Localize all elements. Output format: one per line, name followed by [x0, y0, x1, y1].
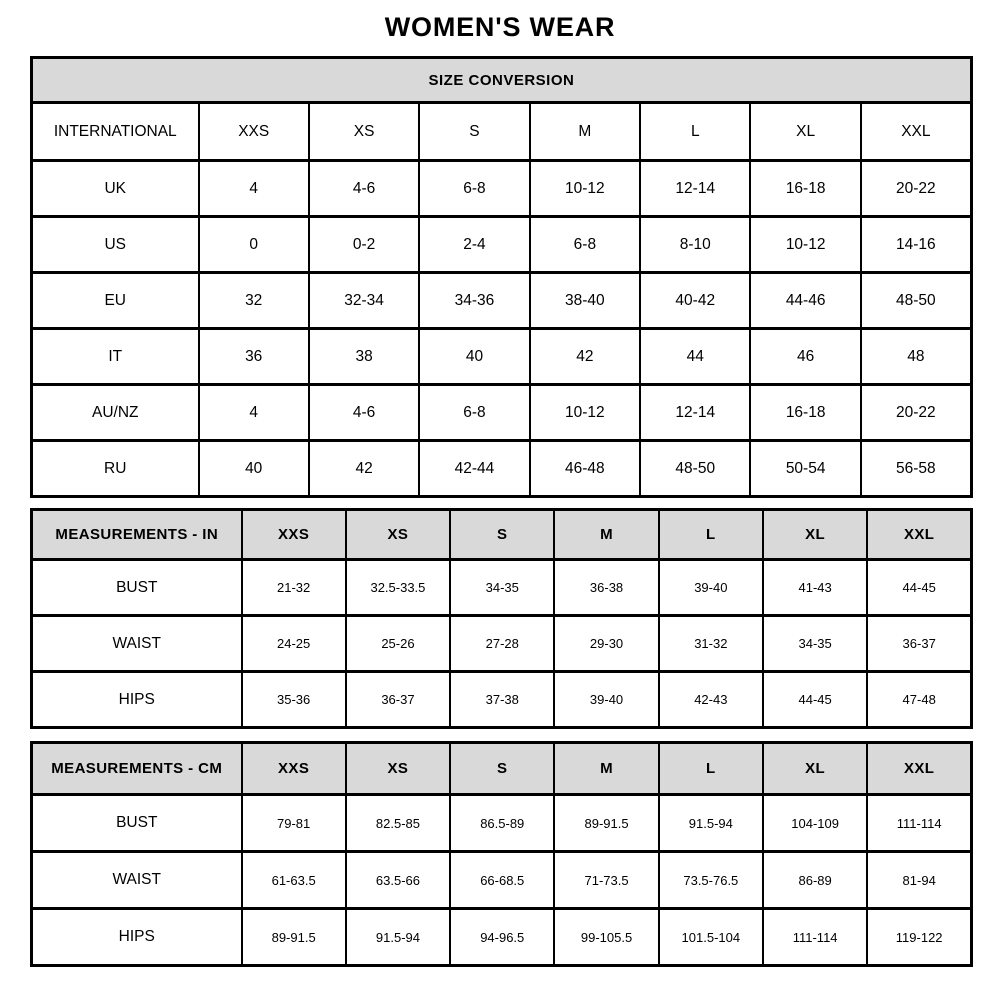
- column-header-s: S: [419, 103, 529, 161]
- table-cell: 82.5-85: [346, 795, 450, 852]
- size-header-xs: XS: [346, 743, 450, 795]
- row-label-waist: WAIST: [32, 852, 242, 909]
- size-header-xxs: XXS: [242, 743, 346, 795]
- size-conversion-header: SIZE CONVERSION: [32, 58, 972, 103]
- table-cell: 12-14: [640, 161, 750, 217]
- table-row: [32, 672, 972, 728]
- table-row: [32, 103, 972, 161]
- table-cell: 48: [861, 329, 972, 385]
- size-header-xs: XS: [346, 510, 450, 560]
- column-header-xxs: XXS: [199, 103, 309, 161]
- column-header-l: L: [640, 103, 750, 161]
- table-cell: 14-16: [861, 217, 972, 273]
- table-cell: 81-94: [867, 852, 971, 909]
- table-cell: 42-44: [419, 441, 529, 497]
- size-header-s: S: [450, 743, 554, 795]
- table-cell: 16-18: [750, 161, 860, 217]
- table-cell: 6-8: [530, 217, 640, 273]
- column-header-xl: XL: [750, 103, 860, 161]
- table-cell: 94-96.5: [450, 909, 554, 966]
- table-row: [32, 909, 972, 966]
- table-cell: 35-36: [242, 672, 346, 728]
- table-cell: 21-32: [242, 560, 346, 616]
- table-cell: 32: [199, 273, 309, 329]
- size-header-xxs: XXS: [242, 510, 346, 560]
- table-cell: 44-45: [763, 672, 867, 728]
- row-label-it: IT: [32, 329, 199, 385]
- table-cell: 63.5-66: [346, 852, 450, 909]
- table-cell: 99-105.5: [554, 909, 658, 966]
- table-cell: 44-46: [750, 273, 860, 329]
- measurements-in-table: [30, 508, 973, 729]
- table-row: [32, 852, 972, 909]
- table-cell: 39-40: [554, 672, 658, 728]
- table-cell: 4: [199, 385, 309, 441]
- table-cell: 38-40: [530, 273, 640, 329]
- table-cell: 20-22: [861, 161, 972, 217]
- table-row: [32, 616, 972, 672]
- size-header-xxl: XXL: [867, 743, 971, 795]
- row-label-us: US: [32, 217, 199, 273]
- table-cell: 50-54: [750, 441, 860, 497]
- table-row: [32, 161, 972, 217]
- table-cell: 16-18: [750, 385, 860, 441]
- table-cell: 10-12: [750, 217, 860, 273]
- row-label-bust: BUST: [32, 795, 242, 852]
- table-row: [32, 441, 972, 497]
- table-cell: 40: [419, 329, 529, 385]
- row-label-aunz: AU/NZ: [32, 385, 199, 441]
- table-cell: 61-63.5: [242, 852, 346, 909]
- column-header-m: M: [530, 103, 640, 161]
- table-cell: 46-48: [530, 441, 640, 497]
- table-cell: 37-38: [450, 672, 554, 728]
- size-header-xl: XL: [763, 510, 867, 560]
- table-cell: 86-89: [763, 852, 867, 909]
- table-cell: 34-35: [450, 560, 554, 616]
- table-cell: 46: [750, 329, 860, 385]
- table-cell: 42-43: [659, 672, 763, 728]
- row-label-eu: EU: [32, 273, 199, 329]
- table-cell: 79-81: [242, 795, 346, 852]
- size-header-l: L: [659, 510, 763, 560]
- table-cell: 119-122: [867, 909, 971, 966]
- table-cell: 111-114: [763, 909, 867, 966]
- table-row: [32, 510, 972, 560]
- column-header-xs: XS: [309, 103, 419, 161]
- table-cell: 73.5-76.5: [659, 852, 763, 909]
- row-label-waist: WAIST: [32, 616, 242, 672]
- table-cell: 34-35: [763, 616, 867, 672]
- table-cell: 36-38: [554, 560, 658, 616]
- table-row: [32, 329, 972, 385]
- table-cell: 101.5-104: [659, 909, 763, 966]
- table-cell: 89-91.5: [242, 909, 346, 966]
- size-header-l: L: [659, 743, 763, 795]
- table-row: [32, 385, 972, 441]
- table-cell: 42: [530, 329, 640, 385]
- table-cell: 36-37: [346, 672, 450, 728]
- measurements-cm-table: [30, 741, 973, 967]
- table-cell: 8-10: [640, 217, 750, 273]
- table-cell: 111-114: [867, 795, 971, 852]
- table-cell: 47-48: [867, 672, 971, 728]
- table-cell: 38: [309, 329, 419, 385]
- table-cell: 34-36: [419, 273, 529, 329]
- table-cell: 39-40: [659, 560, 763, 616]
- row-label-ru: RU: [32, 441, 199, 497]
- table-cell: 36-37: [867, 616, 971, 672]
- table-cell: 36: [199, 329, 309, 385]
- table-cell: 32.5-33.5: [346, 560, 450, 616]
- table-cell: 0-2: [309, 217, 419, 273]
- table-cell: 25-26: [346, 616, 450, 672]
- table-cell: 20-22: [861, 385, 972, 441]
- table-cell: 6-8: [419, 161, 529, 217]
- table-cell: 4-6: [309, 385, 419, 441]
- column-header-international: INTERNATIONAL: [32, 103, 199, 161]
- table-row: [32, 560, 972, 616]
- table-cell: 48-50: [861, 273, 972, 329]
- table-cell: 0: [199, 217, 309, 273]
- table-cell: 44: [640, 329, 750, 385]
- size-header-xl: XL: [763, 743, 867, 795]
- table-cell: 66-68.5: [450, 852, 554, 909]
- size-header-xxl: XXL: [867, 510, 971, 560]
- table-cell: 2-4: [419, 217, 529, 273]
- table-cell: 10-12: [530, 161, 640, 217]
- table-cell: 86.5-89: [450, 795, 554, 852]
- table-cell: 42: [309, 441, 419, 497]
- size-header-m: M: [554, 510, 658, 560]
- table-row: [32, 795, 972, 852]
- size-header-m: M: [554, 743, 658, 795]
- table-cell: 27-28: [450, 616, 554, 672]
- table-cell: 40: [199, 441, 309, 497]
- table-row: [32, 58, 972, 103]
- table-cell: 24-25: [242, 616, 346, 672]
- table-cell: 6-8: [419, 385, 529, 441]
- row-label-bust: BUST: [32, 560, 242, 616]
- table-cell: 48-50: [640, 441, 750, 497]
- table-row: [32, 743, 972, 795]
- row-label-uk: UK: [32, 161, 199, 217]
- measurements-cm-header: MEASUREMENTS - CM: [32, 743, 242, 795]
- table-cell: 4-6: [309, 161, 419, 217]
- table-cell: 44-45: [867, 560, 971, 616]
- table-cell: 91.5-94: [659, 795, 763, 852]
- table-cell: 56-58: [861, 441, 972, 497]
- table-row: [32, 273, 972, 329]
- table-cell: 29-30: [554, 616, 658, 672]
- table-cell: 89-91.5: [554, 795, 658, 852]
- table-cell: 71-73.5: [554, 852, 658, 909]
- size-conversion-table: [30, 56, 973, 498]
- size-header-s: S: [450, 510, 554, 560]
- row-label-hips: HIPS: [32, 909, 242, 966]
- table-cell: 104-109: [763, 795, 867, 852]
- table-cell: 41-43: [763, 560, 867, 616]
- table-cell: 10-12: [530, 385, 640, 441]
- table-cell: 91.5-94: [346, 909, 450, 966]
- table-row: [32, 217, 972, 273]
- row-label-hips: HIPS: [32, 672, 242, 728]
- measurements-in-header: MEASUREMENTS - IN: [32, 510, 242, 560]
- table-cell: 40-42: [640, 273, 750, 329]
- table-cell: 31-32: [659, 616, 763, 672]
- page-title: WOMEN'S WEAR: [384, 12, 616, 42]
- column-header-xxl: XXL: [861, 103, 972, 161]
- table-cell: 12-14: [640, 385, 750, 441]
- table-cell: 4: [199, 161, 309, 217]
- table-cell: 32-34: [309, 273, 419, 329]
